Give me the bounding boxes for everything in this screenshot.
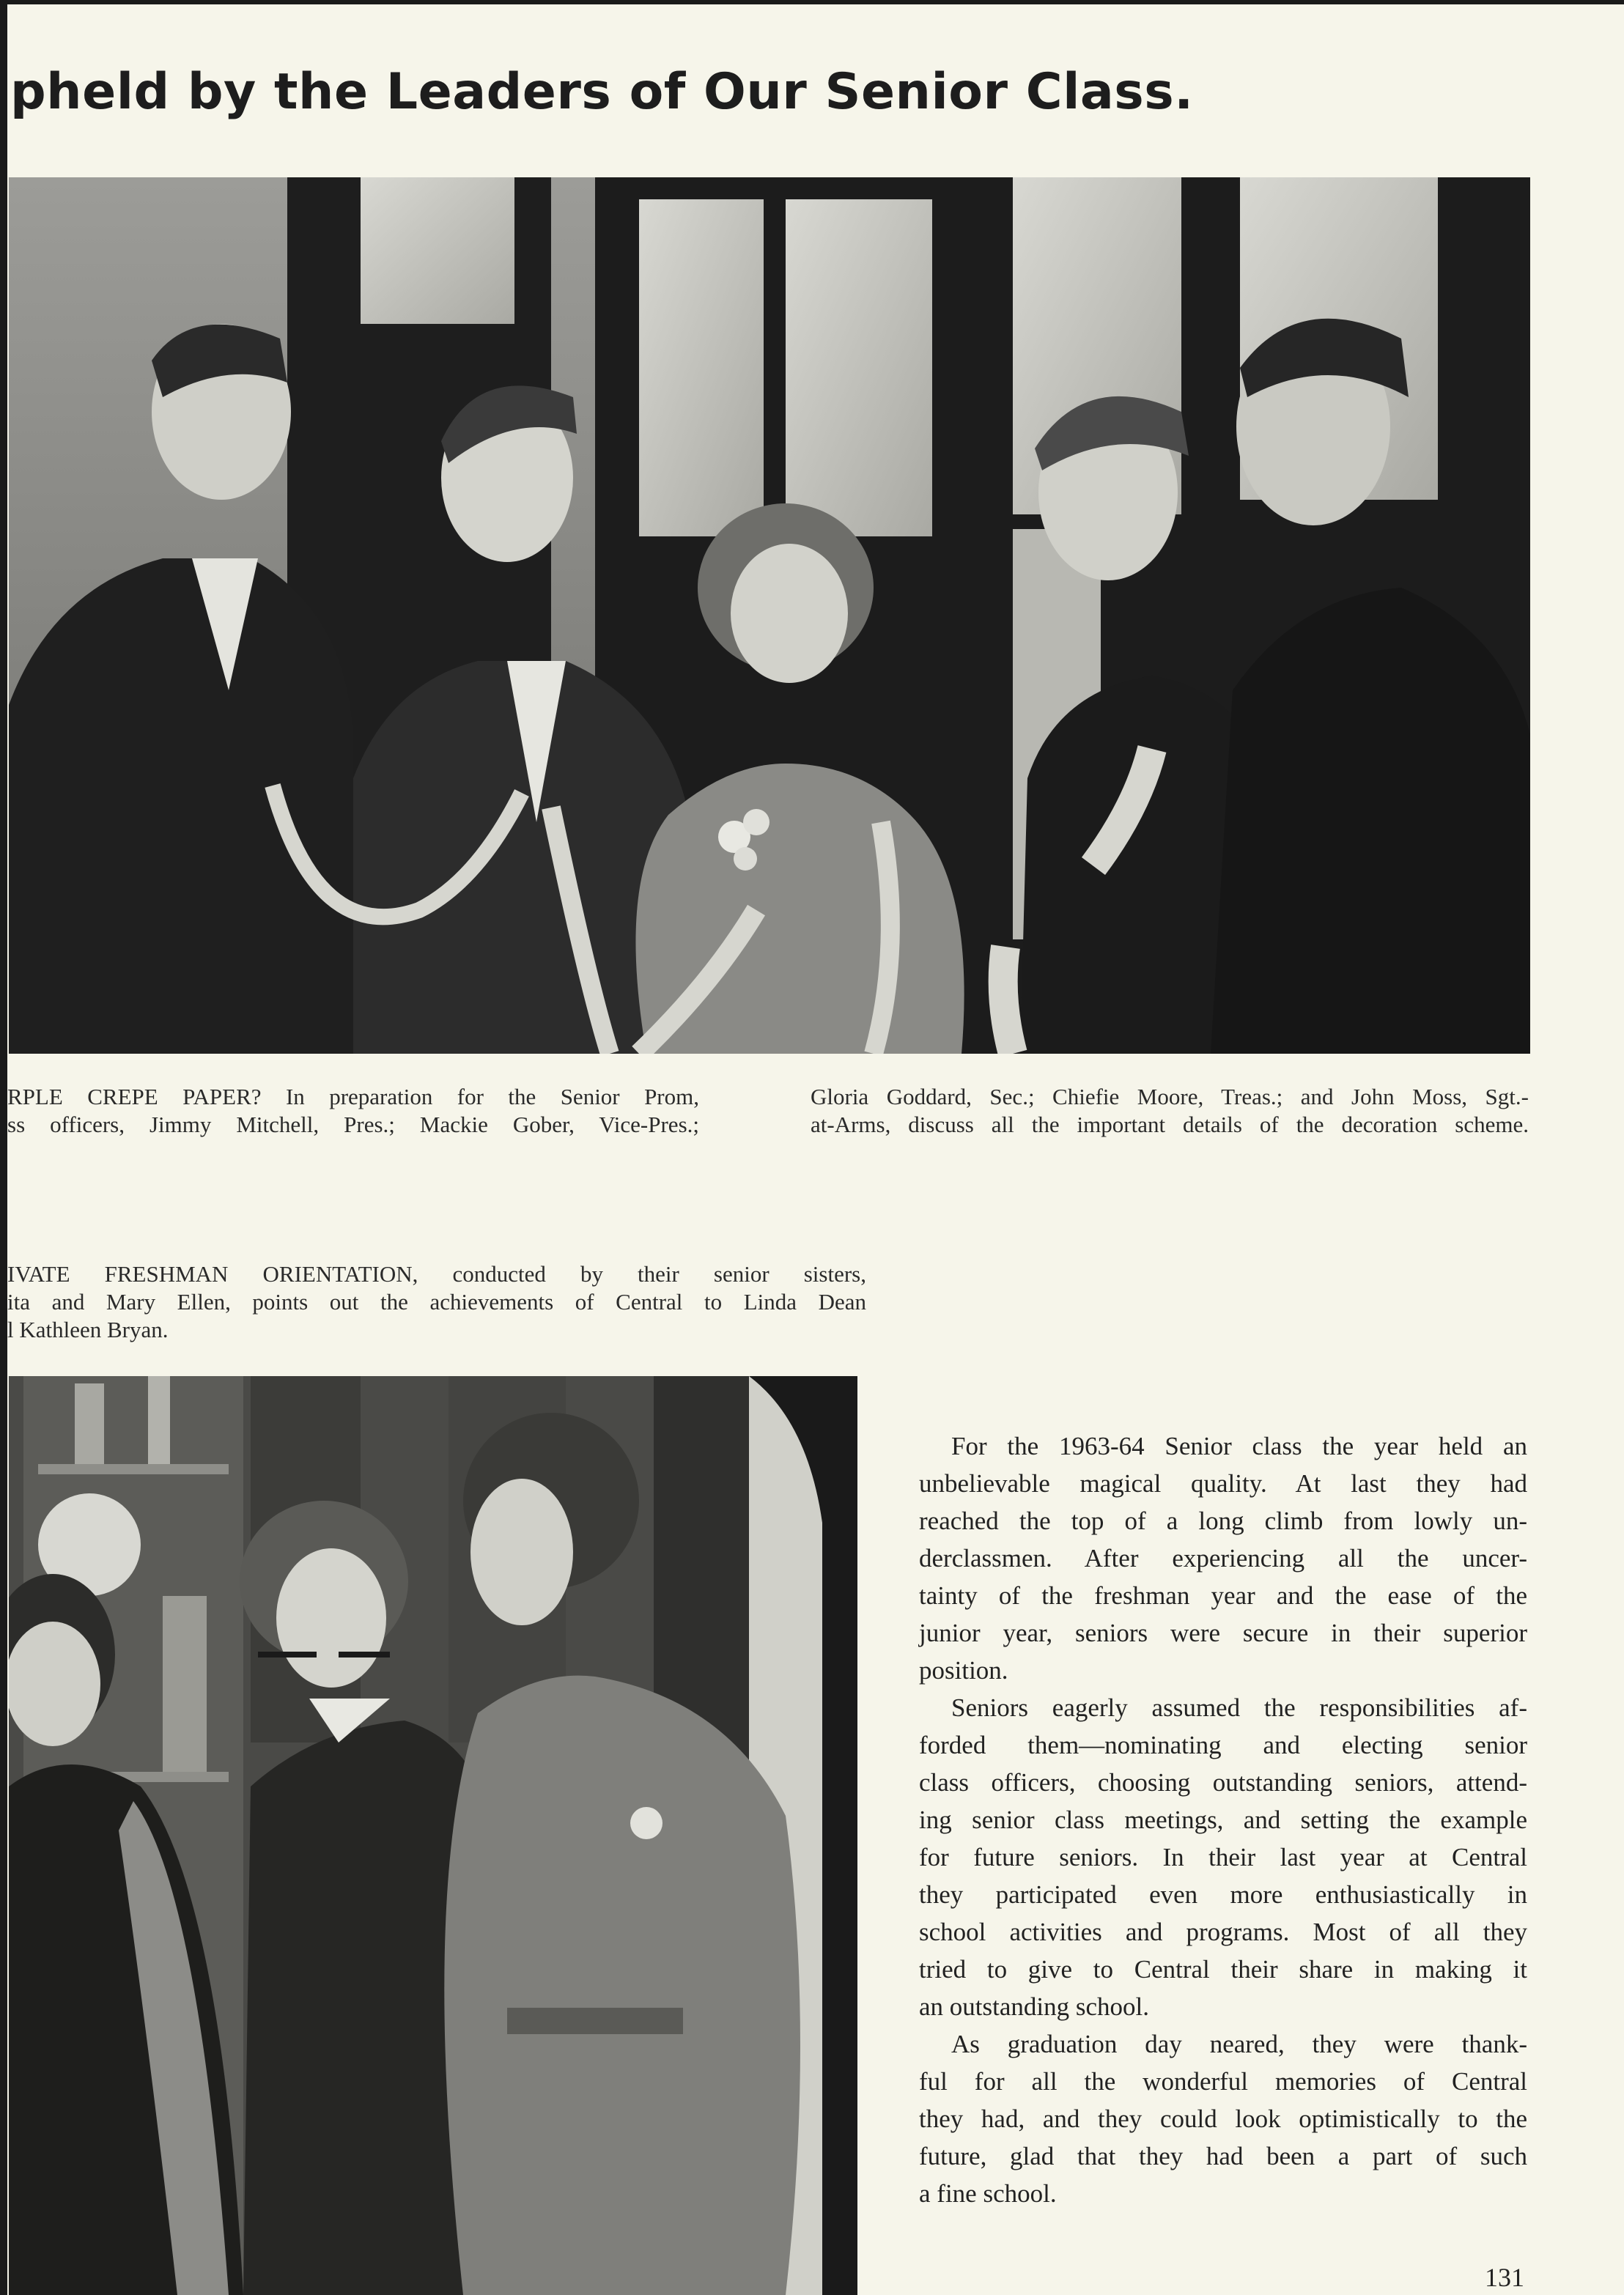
caption-line: IVATE FRESHMAN ORIENTATION, conducted by their senior sisters, [7,1261,866,1287]
body-line: they had, and they could look optimistically to the [919,2104,1527,2133]
body-line: they participated even more enthusiastically in [919,1880,1527,1909]
top-photo-caption-right [811,1083,1529,1139]
body-line: For the 1963-64 Senior class the year held an [951,1432,1527,1460]
body-line: future, glad that they had been a part of such [919,2142,1527,2170]
scan-edge-left [0,0,7,2295]
freshman-orientation-photo-graphic [9,1376,857,2295]
class-officers-photo [9,177,1530,1054]
body-line: class officers, choosing outstanding seniors, attend- [919,1768,1527,1797]
freshman-orientation-photo [9,1376,857,2295]
body-line: ing senior class meetings, and setting the example [919,1806,1527,1834]
body-line: a fine school. [919,2179,1057,2208]
body-line: Seniors eagerly assumed the responsibilities af- [951,1693,1527,1722]
body-line: for future seniors. In their last year at Central [919,1843,1527,1871]
caption-line: RPLE CREPE PAPER? In preparation for the Senior Prom, [7,1084,699,1109]
body-line: school activities and programs. Most of all they [919,1918,1527,1946]
body-line: As graduation day neared, they were thank- [951,2030,1527,2058]
body-line: unbelievable magical quality. At last they had [919,1469,1527,1498]
body-text-block [919,1427,1527,2212]
page-number: 131 [1485,2263,1524,2292]
body-line: reached the top of a long climb from lowly un- [919,1507,1527,1535]
body-line: position. [919,1656,1008,1685]
body-line: junior year, seniors were secure in their superior [919,1619,1527,1647]
bottom-photo-caption [7,1260,866,1344]
caption-line: ita and Mary Ellen, points out the achievements of Central to Linda Dean [7,1289,866,1315]
caption-line: Gloria Goddard, Sec.; Chiefie Moore, Treas.; and John Moss, Sgt.- [811,1084,1529,1109]
caption-line: ss officers, Jimmy Mitchell, Pres.; Mackie Gober, Vice-Pres.; [7,1112,699,1137]
scan-edge-top [0,0,1624,4]
caption-line: l Kathleen Bryan. [7,1317,169,1342]
body-line: forded them—nominating and electing senior [919,1731,1527,1759]
top-photo-caption-left [7,1083,699,1139]
body-line: tainty of the freshman year and the ease of the [919,1581,1527,1610]
caption-line: at-Arms, discuss all the important details of the decoration scheme. [811,1112,1529,1137]
class-officers-photo-graphic [9,177,1530,1054]
body-line: tried to give to Central their share in making it [919,1955,1527,1984]
body-line: ful for all the wonderful memories of Central [919,2067,1527,2096]
body-line: an outstanding school. [919,1992,1149,2021]
page-headline: pheld by the Leaders of Our Senior Class. [10,63,1194,121]
body-line: derclassmen. After experiencing all the uncer- [919,1544,1527,1572]
